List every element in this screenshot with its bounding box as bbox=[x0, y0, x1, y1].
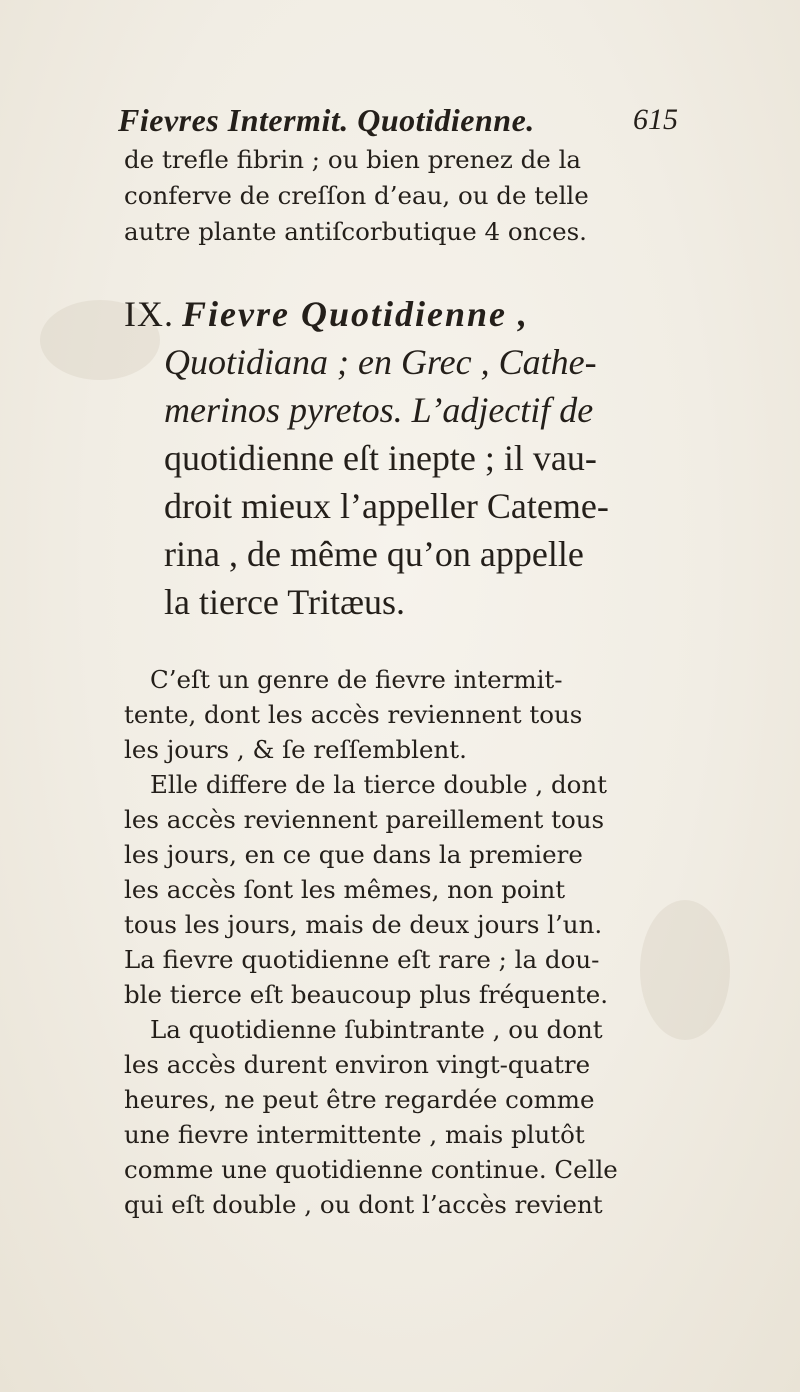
paragraph-line: La fievre quotidienne eſt rare ; la dou- bbox=[124, 945, 600, 974]
paragraph-line: heures, ne peut être regardée comme bbox=[124, 1085, 595, 1114]
section-text-line: rina , de même qu’on appelle bbox=[164, 534, 584, 574]
section-text-line: la tierce Tritæus. bbox=[164, 582, 405, 622]
paragraph-line: comme une quotidienne continue. Celle bbox=[124, 1155, 618, 1184]
paragraph-line: La quotidienne ſubintrante , ou dont bbox=[150, 1015, 603, 1044]
section-title: Fievre Quotidienne , bbox=[182, 294, 529, 334]
paragraph-line: tous les jours, mais de deux jours l’un. bbox=[124, 910, 603, 939]
paragraph-line: C’eſt un genre de fievre intermit- bbox=[150, 665, 563, 694]
section-heading bbox=[124, 290, 529, 338]
paragraph-line: les accès reviennent pareillement tous bbox=[124, 805, 605, 834]
text-line: conferve de creſſon d’eau, ou de telle bbox=[124, 181, 589, 210]
paragraph-line: les jours, en ce que dans la premiere bbox=[124, 840, 583, 869]
text-line: autre plante antiſcorbutique 4 onces. bbox=[124, 217, 587, 246]
paragraph-line: les jours , & ſe reſſemblent. bbox=[124, 735, 467, 764]
paragraph-line: ble tierce eſt beaucoup plus fréquente. bbox=[124, 980, 609, 1009]
section-text-line: quotidienne eſt inepte ; il vau- bbox=[164, 438, 597, 478]
paragraph-line: les accès durent environ vingt-quatre bbox=[124, 1050, 591, 1079]
text-line: de trefle fibrin ; ou bien prenez de la bbox=[124, 145, 582, 174]
running-title: Fievres Intermit. Quotidienne. bbox=[118, 102, 535, 138]
paper-stain bbox=[640, 900, 730, 1040]
section-text-line: merinos pyretos. L’adjectif de bbox=[164, 390, 594, 430]
section-numeral: IX. bbox=[124, 294, 174, 334]
section-text-line: droit mieux l’appeller Cateme- bbox=[164, 486, 609, 526]
paragraph-line: Elle differe de la tierce double , dont bbox=[150, 770, 608, 799]
section-text-line: Quotidiana ; en Grec , Cathe- bbox=[164, 342, 597, 382]
running-header bbox=[118, 98, 678, 142]
paragraph-line: tente, dont les accès reviennent tous bbox=[124, 700, 583, 729]
page-number: 615 bbox=[633, 103, 678, 136]
paragraph-line: les accès ſont les mêmes, non point bbox=[124, 875, 566, 904]
paragraph-line: qui eſt double , ou dont l’accès revient bbox=[124, 1190, 603, 1219]
paragraph-line: une fievre intermittente , mais plutôt bbox=[124, 1120, 585, 1149]
